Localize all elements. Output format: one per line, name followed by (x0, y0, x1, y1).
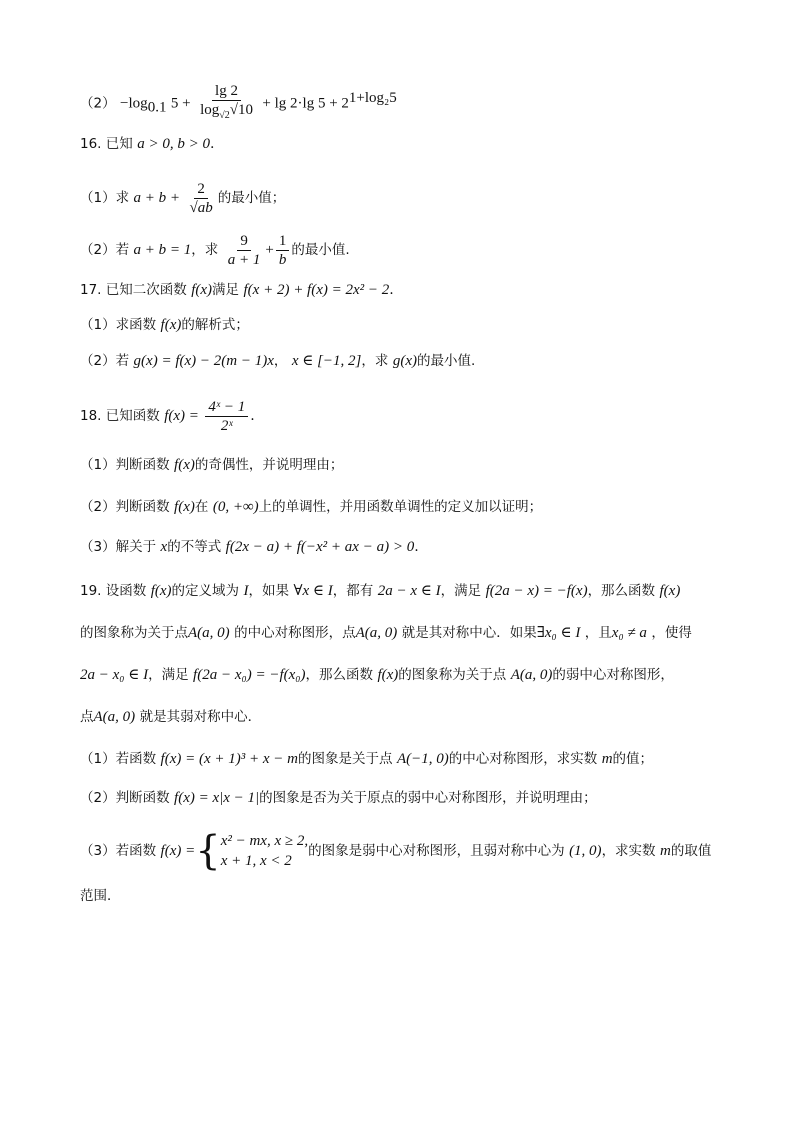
left-brace: { (195, 828, 221, 874)
part-number: （2） (80, 95, 116, 112)
q18-part2: （2）判断函数 f(x)在 (0, +∞)上的单调性，并用函数单调性的定义加以证明； (80, 499, 543, 515)
q19-stem-line1: 19. 设函数 f(x)的定义域为 I，如果 ∀x ∈ I，都有 2a − x ∈ I，满足 f(2a − x) = −f(x)，那么函数 f(x) (80, 583, 681, 599)
q19-stem-line2: 的图象称为关于点A(a, 0) 的中心对称图形，点A(a, 0) 就是其对称中心．如果∃x₀ ∈ I ，且x₀ ≠ a ，使得 (80, 625, 692, 641)
q16-stem: 16. 已知 a > 0, b > 0. (80, 136, 215, 152)
q19-part3: （3）若函数 f(x) ={ x² − mx, x ≥ 2, x + 1, x < 2 的图象是弱中心对称图形，且弱对称中心为 (1, 0)，求实数 m的取值 (80, 828, 712, 874)
q18-stem: 18. 已知函数 f(x) = $\frac{\text{4ˣ − 1}}{\text{2ˣ}}$ . (80, 398, 255, 434)
q19-part1: （1）若函数 f(x) = (x + 1)³ + x − m的图象是关于点 A(−1, 0)的中心对称图形，求实数 m的值； (80, 751, 654, 767)
q19-part3-cont: 范围． (80, 888, 121, 904)
q17-part1: （1）求函数 f(x)的解析式； (80, 317, 249, 333)
fraction: $\frac{\lg 2}{\log_{√2}√10}$ (200, 83, 253, 122)
q18-part1: （1）判断函数 f(x)的奇偶性，并说明理由； (80, 457, 344, 473)
q19-part2: （2）判断函数 f(x) = x|x − 1|的图象是否为关于原点的弱中心对称图形，并说明理由； (80, 790, 597, 806)
q18-part3: （3）解关于 x的不等式 f(2x − a) + f(−x² + ax − a) > 0. (80, 539, 419, 555)
q16-part2: （2）若 a + b = 1，求 $\frac{9}{a + 1}$ + $\frac{1}{b}$ 的最小值. (80, 232, 350, 268)
q19-stem-line3: 2a − x₀ ∈ I，满足 f(2a − x₀) = −f(x₀)，那么函数 f(x)的图象称为关于点 A(a, 0)的弱中心对称图形， (80, 667, 674, 683)
piecewise-cases: x² − mx, x ≥ 2, x + 1, x < 2 (220, 833, 309, 869)
q16-part1: （1）求 a + b + $\frac{2}{√ab}$ 的最小值； (80, 180, 286, 216)
q15-part2: $(2) -\log_{0.1}$ 5 + $\frac{\lg 2}{\log_{√2}√10}$ + lg 2·lg $5 + 2^{1+log_25}$ (80, 76, 740, 120)
q17-part2: （2）若 g(x) = f(x) − 2(m − 1)x， x ∈ [−1, 2]，求 g(x)的最小值. (80, 353, 476, 369)
q17-stem: 17. 已知二次函数 f(x)满足 f(x + 2) + f(x) = 2x² − 2. (80, 282, 394, 298)
q19-stem-line4: 点A(a, 0) 就是其弱对称中心． (80, 709, 262, 725)
